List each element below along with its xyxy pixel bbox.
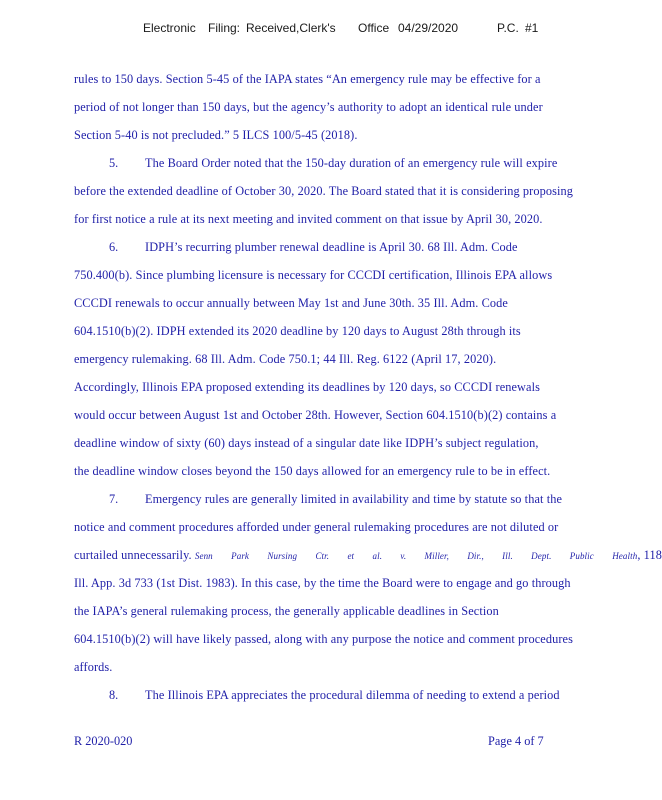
body-line: the IAPA’s general rulemaking process, the generally applicable deadlines in Section — [74, 604, 499, 618]
page-number: Page 4 of 7 — [488, 734, 544, 748]
body-line: deadline window of sixty (60) days instead of a singular date like IDPH’s subject regulation, — [74, 436, 539, 450]
body-line: The Illinois EPA appreciates the procedural dilemma of needing to extend a period — [145, 688, 560, 702]
paragraph-number: 5. — [109, 156, 119, 170]
body-line: affords. — [74, 660, 113, 674]
body-line: 604.1510(b)(2). IDPH extended its 2020 deadline by 120 days to August 28th through its — [74, 324, 521, 338]
header-filing: Filing: — [208, 21, 241, 35]
body-line: 604.1510(b)(2) will have likely passed, along with any purpose the notice and comment procedures — [74, 632, 573, 646]
body-line: for first notice a rule at its next meeting and invited comment on that issue by April 30, 2020. — [74, 212, 543, 226]
header-date: 04/29/2020 — [398, 21, 459, 35]
body-line: Accordingly, Illinois EPA proposed extending its deadlines by 120 days, so CCCDI renewals — [74, 380, 540, 394]
body-line: period of not longer than 150 days, but the agency’s authority to adopt an identical rule under — [74, 100, 543, 114]
paragraph-number: 8. — [109, 688, 119, 702]
header-pc: P.C. — [497, 21, 519, 35]
body-line — [74, 548, 662, 563]
body-line: notice and comment procedures afforded under general rulemaking procedures are not diluted or — [74, 520, 559, 534]
body-line: IDPH’s recurring plumber renewal deadline is April 30. 68 Ill. Adm. Code — [145, 240, 518, 254]
paragraph-number: 7. — [109, 492, 119, 506]
body-line: emergency rulemaking. 68 Ill. Adm. Code 750.1; 44 Ill. Reg. 6122 (April 17, 2020). — [74, 352, 497, 366]
header-pc-number: #1 — [525, 21, 539, 35]
case-citation: Senn Park Nursing Ctr. et al. v. Miller, Dir., Ill. Dept. Public Health — [194, 551, 638, 561]
docket-number: R 2020-020 — [74, 734, 133, 748]
body-line: The Board Order noted that the 150-day duration of an emergency rule will expire — [145, 156, 558, 170]
body-line: the deadline window closes beyond the 150 days allowed for an emergency rule to be in effect. — [74, 464, 551, 478]
body-line: CCCDI renewals to occur annually between May 1st and June 30th. 35 Ill. Adm. Code — [74, 296, 508, 310]
body-line: 750.400(b). Since plumbing licensure is necessary for CCCDI certification, Illinois EPA allows — [74, 268, 553, 282]
header-received: Received,Clerk's — [246, 21, 336, 35]
citation-volume: , 118 — [637, 548, 662, 562]
body-text: curtailed unnecessarily. — [74, 548, 192, 562]
body-line: before the extended deadline of October 30, 2020. The Board stated that it is considering proposing — [74, 184, 574, 198]
body-line: Section 5-40 is not precluded.” 5 ILCS 100/5-45 (2018). — [74, 128, 358, 142]
header-electronic: Electronic — [143, 21, 196, 35]
body-line: Emergency rules are generally limited in availability and time by statute so that the — [145, 492, 563, 506]
body-line: rules to 150 days. Section 5-45 of the IAPA states “An emergency rule may be effective for a — [74, 72, 541, 86]
body-line: would occur between August 1st and October 28th. However, Section 604.1510(b)(2) contains a — [74, 408, 557, 422]
paragraph-number: 6. — [109, 240, 119, 254]
body-line: Ill. App. 3d 733 (1st Dist. 1983). In this case, by the time the Board were to engage and go through — [74, 576, 571, 590]
header-office: Office — [358, 21, 390, 35]
